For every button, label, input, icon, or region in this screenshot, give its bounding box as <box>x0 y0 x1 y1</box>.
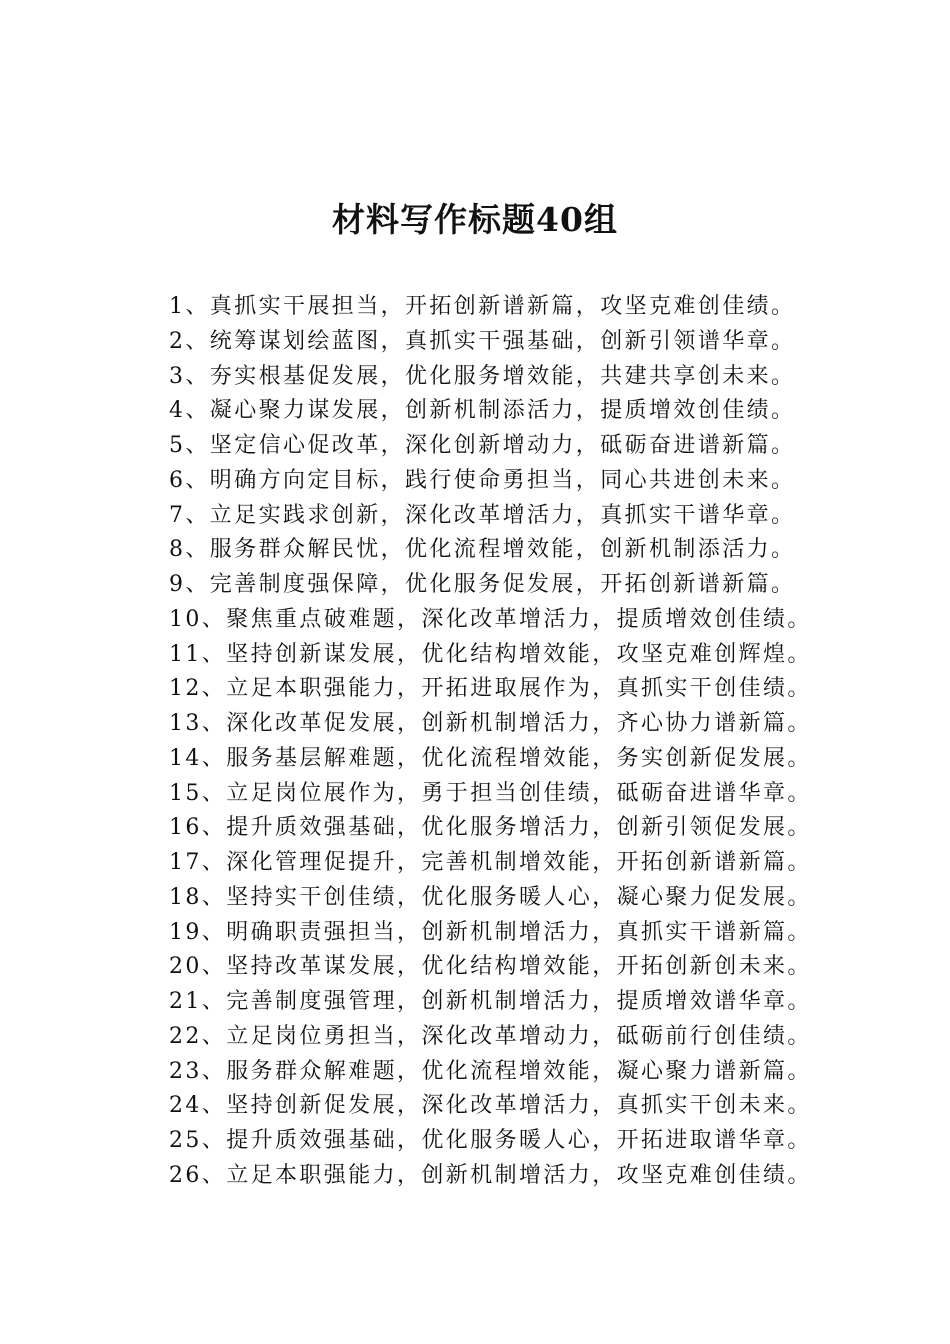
list-item: 18、坚持实干创佳绩，优化服务暖人心，凝心聚力促发展。 <box>169 884 812 910</box>
list-item: 14、服务基层解难题，优化流程增效能，务实创新促发展。 <box>169 745 812 771</box>
list-item: 19、明确职责强担当，创新机制增活力，真抓实干谱新篇。 <box>169 919 812 945</box>
list-item: 22、立足岗位勇担当，深化改革增动力，砥砺前行创佳绩。 <box>169 1023 812 1049</box>
list-item: 23、服务群众解难题，优化流程增效能，凝心聚力谱新篇。 <box>169 1058 812 1084</box>
list-item: 3、夯实根基促发展，优化服务增效能，共建共享创未来。 <box>169 363 796 389</box>
list-item: 12、立足本职强能力，开拓进取展作为，真抓实干创佳绩。 <box>169 676 812 702</box>
list-item: 25、提升质效强基础，优化服务暖人心，开拓进取谱华章。 <box>169 1128 812 1153</box>
list-item: 1、真抓实干展担当，开拓创新谱新篇，攻坚克难创佳绩。 <box>169 294 796 319</box>
list-item: 2、统筹谋划绘蓝图，真抓实干强基础，创新引领谱华章。 <box>169 328 796 354</box>
list-item: 11、坚持创新谋发展，优化结构增效能，攻坚克难创辉煌。 <box>169 641 812 667</box>
list-item: 7、立足实践求创新，深化改革增活力，真抓实干谱华章。 <box>169 502 796 528</box>
title-list <box>169 290 869 1194</box>
list-item: 8、服务群众解民忧，优化流程增效能，创新机制添活力。 <box>169 537 796 563</box>
list-item: 5、坚定信心促改革，深化创新增动力，砥砺奋进谱新篇。 <box>169 433 796 458</box>
list-item: 21、完善制度强管理，创新机制增活力，提质增效谱华章。 <box>169 989 812 1014</box>
list-item: 20、坚持改革谋发展，优化结构增效能，开拓创新创未来。 <box>169 954 812 980</box>
list-item: 9、完善制度强保障，优化服务促发展，开拓创新谱新篇。 <box>169 572 796 597</box>
list-item: 4、凝心聚力谋发展，创新机制添活力，提质增效创佳绩。 <box>169 398 796 424</box>
list-item: 6、明确方向定目标，践行使命勇担当，同心共进创未来。 <box>169 467 796 493</box>
list-item: 24、坚持创新促发展，深化改革增活力，真抓实干创未来。 <box>169 1093 812 1119</box>
list-item: 15、立足岗位展作为，勇于担当创佳绩，砥砺奋进谱华章。 <box>169 780 812 806</box>
list-item: 17、深化管理促提升，完善机制增效能，开拓创新谱新篇。 <box>169 850 812 875</box>
list-item: 13、深化改革促发展，创新机制增活力，齐心协力谱新篇。 <box>169 711 812 736</box>
list-item: 10、聚焦重点破难题，深化改革增活力，提质增效创佳绩。 <box>169 606 812 632</box>
list-item: 16、提升质效强基础，优化服务增活力，创新引领促发展。 <box>169 815 812 841</box>
page-title: 材料写作标题40组 <box>332 200 618 239</box>
list-item: 26、立足本职强能力，创新机制增活力，攻坚克难创佳绩。 <box>169 1162 812 1188</box>
